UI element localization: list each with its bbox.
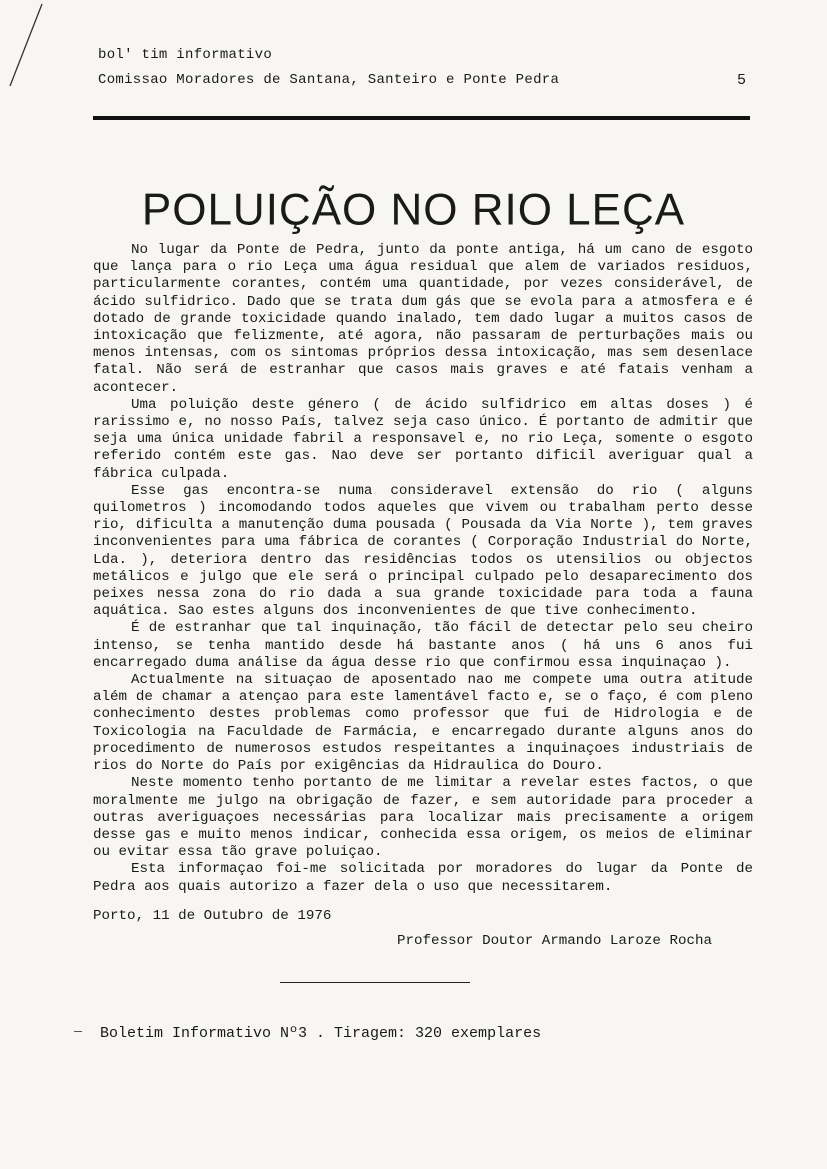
paragraph: Esse gas encontra-se numa consideravel extensão do rio ( alguns quilometros ) incomodando todos aqueles que vivem ou trabalham perto desse rio, dificulta a manutenção duma pousada ( Pousada da Via Norte ), tem graves inconvenientes para uma fábrica de corantes ( Corporação Industrial do Norte, Lda. ), deteriora dentro das residências todos os utensilios ou objectos metálicos e julgo que ele será o principal culpado pelo desaparecimento dos peixes nessa zona do rio dada a sua grande toxicidade para toda a fauna aquática. Sao estes alguns dos inconvenientes de que tive conhecimento. [93,482,753,620]
footer-dash [74,1031,82,1032]
paragraph: Uma poluição deste género ( de ácido sulfidrico em altas doses ) é rarissimo e, no nosso País, talvez seja caso único. É portanto de admitir que seja uma única unidade fabril a responsavel e, no rio Leça, somente o esgoto referido contém este gas. Nao deve ser portanto dificil averiguar qual a fábrica culpada. [93,396,753,482]
paragraph: Actualmente na situaçao de aposentado nao me compete uma outra atitude além de chamar a atençao para este lamentável facto e, se o faço, é com pleno conhecimento destes problemas como professor que fui de Hidrologia e de Toxicologia na Faculdade de Farmácia, e encarregado durante alguns anos do procedimento de numerosos estudos respeitantes a inquinaçoes industriais de rios do Norte do País por exigências da Hidraulica do Douro. [93,672,753,775]
paragraph: No lugar da Ponte de Pedra, junto da ponte antiga, há um cano de esgoto que lança para o rio Leça uma água residual que alem de variados residuos, particularmente corantes, contém uma quantidade, por vezes considerável, de ácido sulfidrico. Dado que se trata dum gás que se evola para a atmosfera e é dotado de grande toxicidade quando inalado, tem dado lugar a muitos casos de intoxicação que felizmente, até agora, não passaram de perturbações mais ou menos intensas, com os sintomas próprios dessa intoxicação, mas sem desenlace fatal. Não será de estranhar que casos mais graves e até fatais venham a acontecer. [93,242,753,396]
footer-note: Boletim Informativo Nº3 . Tiragem: 320 exemplares [100,1025,542,1042]
committee-name: Comissao Moradores de Santana, Santeiro e Ponte Pedra [98,72,560,88]
article-title: POLUIÇÃO NO RIO LEÇA [141,184,686,235]
closing-divider [280,982,470,983]
paragraph: Esta informaçao foi-me solicitada por moradores do lugar da Ponte de Pedra aos quais autorizo a fazer dela o uso que necessitarem. [93,861,753,895]
article-date: Porto, 11 de Outubro de 1976 [93,908,332,924]
scan-edge-mark [6,0,46,90]
bulletin-label: bol' tim informativo [98,47,273,63]
page-number: 5 [737,72,747,89]
header-divider [93,116,750,120]
author-signature: Professor Doutor Armando Laroze Rocha [397,933,713,949]
paragraph: Neste momento tenho portanto de me limitar a revelar estes factos, o que moralmente me julgo na obrigação de fazer, e sem autoridade para proceder a outras averiguaçoes necessárias para localizar mais precisamente a origem desse gas e muito menos indicar, conhecida essa origem, os meios de eliminar ou evitar essa tão grave poluiçao. [93,775,753,861]
article-body [93,242,753,896]
paragraph: É de estranhar que tal inquinação, tão fácil de detectar pelo seu cheiro intenso, se tenha mantido desde há bastante anos ( há uns 6 anos fui encarregado duma análise da água desse rio que confirmou essa inquinaçao ). [93,620,753,671]
